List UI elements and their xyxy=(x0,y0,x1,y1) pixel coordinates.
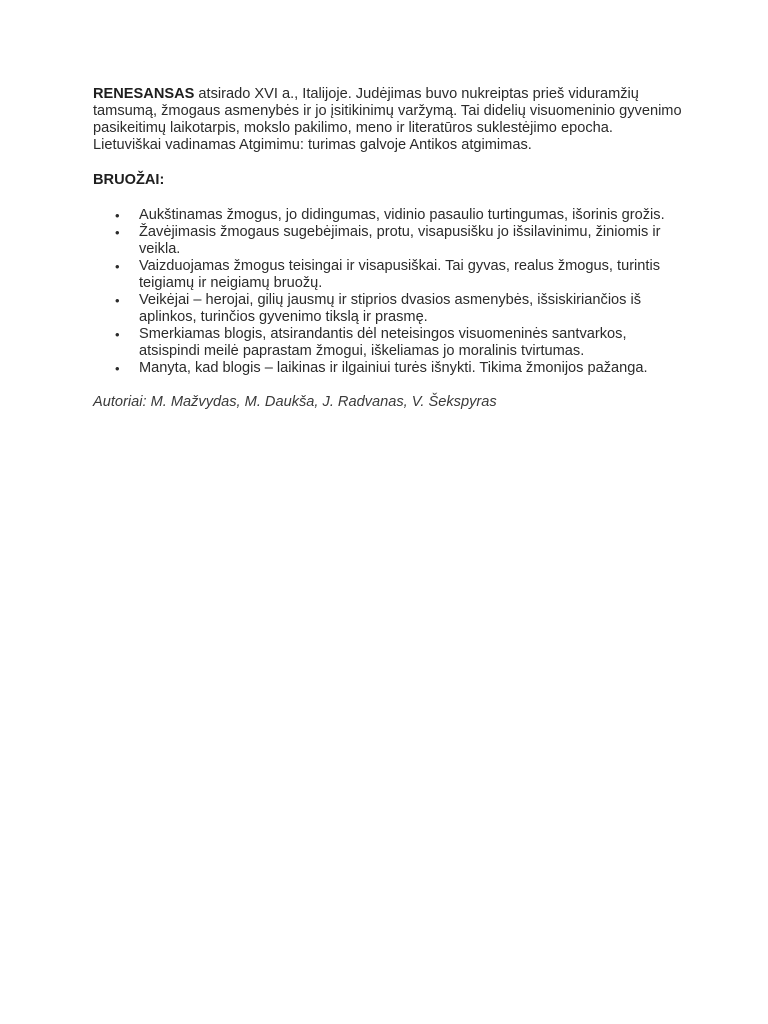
features-list xyxy=(93,207,683,377)
bullet-icon: • xyxy=(115,225,120,240)
features-heading: BRUOŽAI: xyxy=(93,172,165,188)
list-item xyxy=(115,326,683,360)
bullet-icon: • xyxy=(115,293,120,308)
list-item xyxy=(115,207,683,224)
authors-line: Autoriai: M. Mažvydas, M. Daukša, J. Radvanas, V. Šekspyras xyxy=(93,394,497,410)
list-item-text: Smerkiamas blogis, atsirandantis dėl neteisingos visuomeninės santvarkos, atsispindi meilė paprastam žmogui, iškeliamas jo moralinis tvirtumas. xyxy=(139,326,627,359)
bullet-icon: • xyxy=(115,361,120,376)
list-item-text: Manyta, kad blogis – laikinas ir ilgainiui turės išnykti. Tikima žmonijos pažanga. xyxy=(139,360,648,376)
list-item xyxy=(115,360,683,377)
list-item-text: Aukštinamas žmogus, jo didingumas, vidinio pasaulio turtingumas, išorinis grožis. xyxy=(139,207,665,223)
list-item xyxy=(115,224,683,258)
list-item xyxy=(115,292,683,326)
list-item-text: Veikėjai – herojai, gilių jausmų ir stiprios dvasios asmenybės, išsiskiriančios iš aplinkos, turinčios gyvenimo tikslą ir prasmę. xyxy=(139,292,642,325)
document-page xyxy=(93,86,683,411)
intro-term: RENESANSAS xyxy=(93,86,195,102)
bullet-icon: • xyxy=(115,259,120,274)
bullet-icon: • xyxy=(115,327,120,342)
intro-paragraph xyxy=(93,86,683,154)
list-item-text: Žavėjimasis žmogaus sugebėjimais, protu, visapusišku jo išsilavinimu, žiniomis ir veikla. xyxy=(139,224,661,257)
list-item-text: Vaizduojamas žmogus teisingai ir visapusiškai. Tai gyvas, realus žmogus, turintis teigiamų ir neigiamų bruožų. xyxy=(139,258,661,291)
intro-text: atsirado XVI a., Italijoje. Judėjimas buvo nukreiptas prieš viduramžių tamsumą, žmogaus asmenybės ir jo įsitikinimų varžymą. Tai didelių visuomeninio gyvenimo pasikeitimų laikotarpis, mokslo pakilimo, meno ir literatūros suklestėjimo epocha. Lietuviškai vadinamas Atgimimu: turimas galvoje Antikos atgimimas. xyxy=(93,86,682,153)
bullet-icon: • xyxy=(115,208,120,223)
list-item xyxy=(115,258,683,292)
